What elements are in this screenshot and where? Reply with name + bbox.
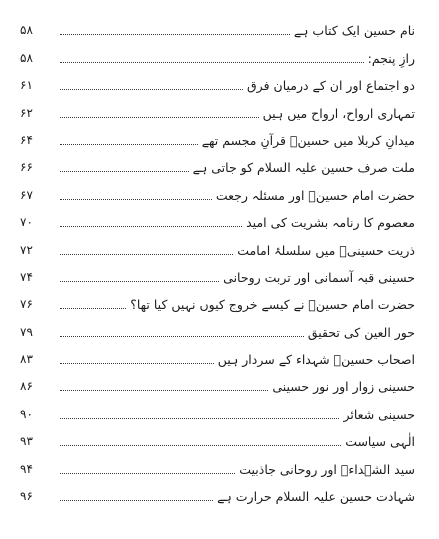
toc-page-number: ۹۴	[20, 461, 33, 476]
dot-leader	[60, 363, 214, 364]
toc-row	[20, 261, 415, 288]
toc-page-number: ۹۳	[20, 434, 33, 449]
toc-page-number: ۹۰	[20, 406, 33, 421]
toc-page-number: ۷۶	[20, 297, 33, 312]
toc-row	[20, 178, 415, 205]
toc-page-number: ۵۸	[20, 50, 33, 65]
toc-entry-title: معصوم کا رنامہ بشریت کی امید	[246, 215, 415, 231]
toc-entry-title: حضرت امام حسینؑ اور مسئلہ رجعت	[215, 187, 415, 203]
dot-leader	[60, 500, 213, 501]
toc-page-number: ۹۶	[20, 489, 33, 504]
toc-row	[20, 124, 415, 151]
toc-row	[20, 288, 415, 315]
dot-leader	[60, 281, 219, 282]
toc-row	[20, 397, 415, 424]
toc-entry-title: دو اجتماع اور ان کے درمیان فرق	[246, 78, 415, 94]
dot-leader	[60, 445, 341, 446]
toc-entry-title: ذریت حسینیؑ میں سلسلۂ امامت	[237, 242, 415, 258]
dot-leader	[60, 62, 364, 63]
dot-leader	[60, 144, 198, 145]
toc-row	[20, 452, 415, 479]
toc-entry-title: شہادت حسین علیہ السلام حرارت ہے	[217, 489, 415, 505]
toc-row	[20, 343, 415, 370]
dot-leader	[60, 89, 243, 90]
toc-entry-title: تمہاری ارواح، ارواح میں ہیں	[262, 105, 415, 121]
toc-page-number: ۶۱	[20, 78, 33, 93]
toc-entry-title: میدانِ کربلا میں حسینؑ قرآنِ مجسم تھے	[201, 132, 415, 148]
dot-leader	[60, 171, 189, 172]
toc-row	[20, 69, 415, 96]
dot-leader	[60, 254, 233, 255]
toc-row	[20, 14, 415, 41]
toc-entry-title: سید الشہداءؑ اور روحانی جاذبیت	[239, 461, 415, 477]
dot-leader	[60, 390, 268, 391]
dot-leader	[60, 418, 339, 419]
toc-row	[20, 370, 415, 397]
toc-page-number: ۷۹	[20, 324, 33, 339]
dot-leader	[60, 117, 259, 118]
toc-row	[20, 41, 415, 68]
dot-leader	[60, 473, 235, 474]
toc-row	[20, 151, 415, 178]
dot-leader	[60, 308, 126, 309]
toc-row	[20, 425, 415, 452]
toc-page-number: ۶۴	[20, 132, 33, 147]
dot-leader	[60, 226, 242, 227]
toc-entry-title: حسینی شعائر	[343, 406, 415, 422]
toc-row	[20, 96, 415, 123]
toc-page-number: ۸۳	[20, 352, 33, 367]
toc-entry-title: الٰہی سیاست	[345, 434, 415, 450]
toc-page-number: ۶۷	[20, 187, 33, 202]
toc-page-number: ۶۲	[20, 105, 33, 120]
toc-page-number: ۸۶	[20, 379, 33, 394]
toc-entry-title: حضرت امام حسینؑ نے کیسے خروج کیوں نہیں کیا تھا؟	[130, 297, 415, 313]
toc-page-number: ۶۶	[20, 160, 33, 175]
dot-leader	[60, 34, 290, 35]
toc-page-number: ۷۲	[20, 242, 33, 257]
toc-entry-title: حور العین کی تحقیق	[307, 324, 415, 340]
dot-leader	[60, 199, 212, 200]
toc-entry-title: نام حسین ایک کتاب ہے	[293, 23, 415, 39]
toc-entry-title: حسینی قبہ آسمانی اور تربت روحانی	[223, 269, 415, 285]
toc-entry-title: حسینی زوار اور نور حسینی	[272, 379, 415, 395]
dot-leader	[60, 336, 304, 337]
toc-page-number: ۷۴	[20, 269, 33, 284]
toc-entry-title: ملت صرف حسین علیہ السلام کو جاتی ہے	[192, 160, 415, 176]
toc-row	[20, 315, 415, 342]
toc-row	[20, 206, 415, 233]
toc-page-number: ۵۸	[20, 23, 33, 38]
toc-row	[20, 233, 415, 260]
toc-entry-title: رازِ پنجم:	[367, 50, 415, 66]
toc-row	[20, 480, 415, 507]
toc-entry-title: اصحاب حسینؑ شہداء کے سردار ہیں	[217, 352, 415, 368]
toc-page-number: ۷۰	[20, 215, 33, 230]
